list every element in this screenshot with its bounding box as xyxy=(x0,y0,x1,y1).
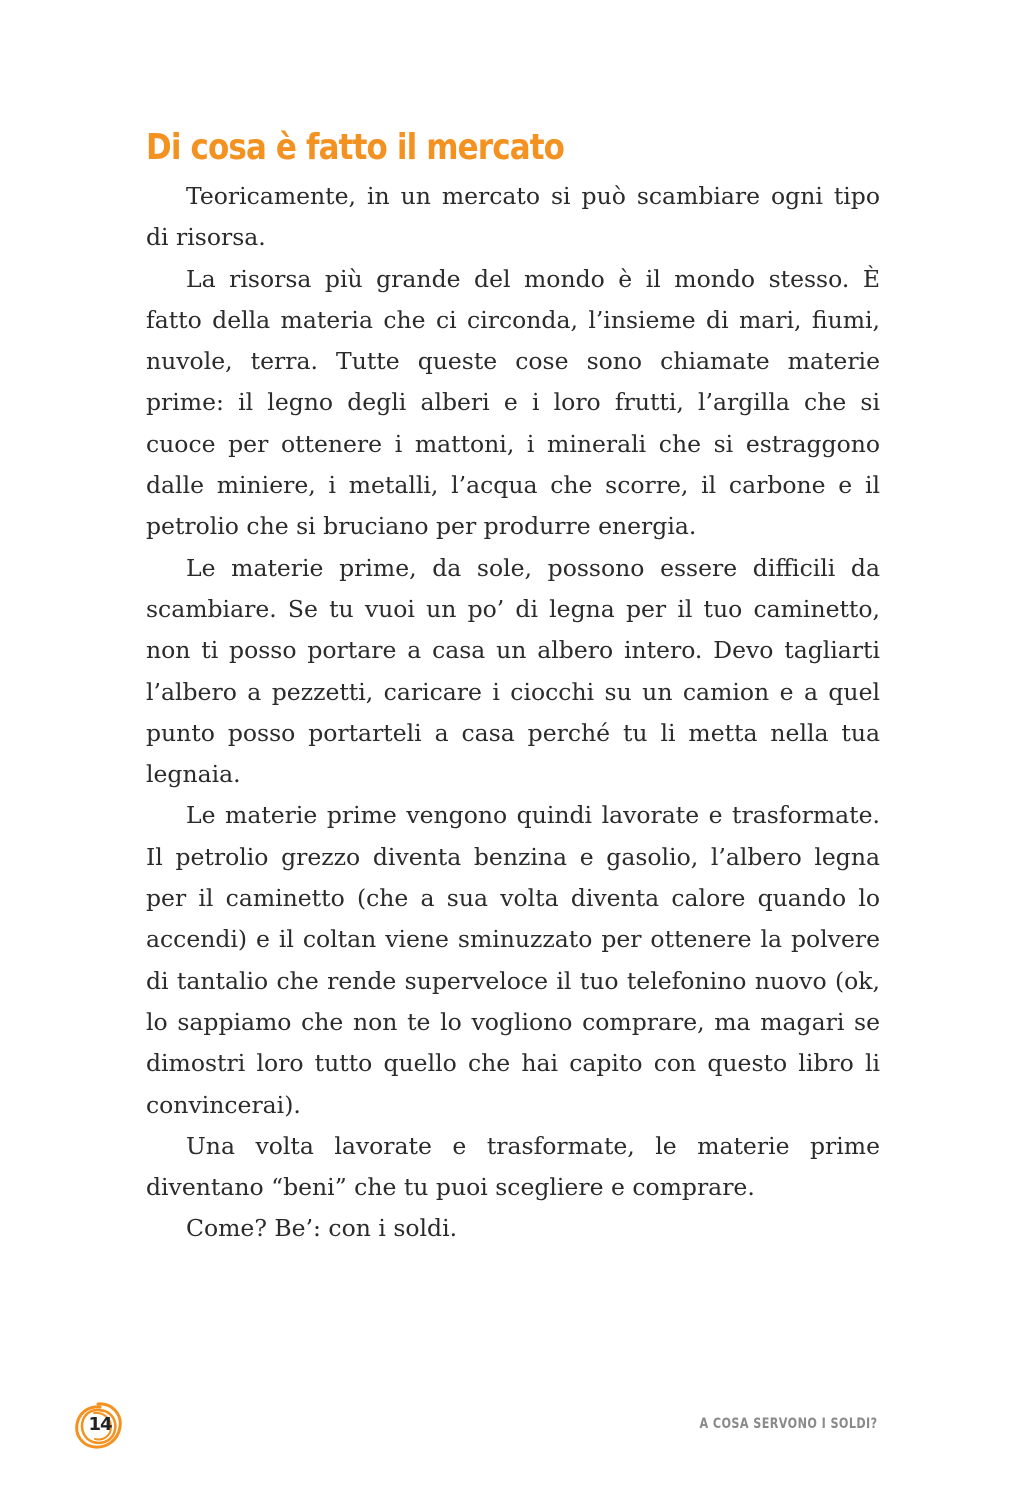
section-heading: Di cosa è fatto il mercato xyxy=(146,127,565,168)
body-text xyxy=(146,176,880,1250)
paragraph: Una volta lavorate e trasformate, le materie prime diventano “beni” che tu puoi scegliere e comprare. xyxy=(146,1131,880,1202)
running-title: A COSA SERVONO I SOLDI? xyxy=(699,1416,878,1432)
paragraph: La risorsa più grande del mondo è il mondo stesso. È fatto della materia che ci circonda, l’insieme di mari, fiumi, nuvole, terra. Tutte queste cose sono chiamate materie prime: il legno degli alberi e i loro frutti, l’argilla che si cuoce per ottenere i mattoni, i minerali che si estraggono dalle miniere, i metalli, l’acqua che scorre, il carbone e il petrolio che si bruciano per produrre energia. xyxy=(146,264,880,541)
paragraph: Teoricamente, in un mercato si può scambiare ogni tipo di risorsa. xyxy=(146,182,880,252)
page-number: 14 xyxy=(88,1414,112,1435)
paragraph: Le materie prime vengono quindi lavorate e trasformate. Il petrolio grezzo diventa benzina e gasolio, l’albero legna per il caminetto (che a sua volta diventa calore quando lo accendi) e il coltan viene sminuzzato per ottenere la polvere di tantalio che rende superveloce il tuo telefonino nuovo (ok, lo sappiamo che non te lo vogliono comprare, ma magari se dimostri loro tutto quello che hai capito con questo libro li convincerai). xyxy=(146,801,880,1119)
page-number-badge xyxy=(70,1398,126,1454)
paragraph: Le materie prime, da sole, possono essere difficili da scambiare. Se tu vuoi un po’ di legna per il tuo caminetto, non ti posso portare a casa un albero intero. Devo tagliarti l’albero a pezzetti, caricare i ciocchi su un camion e a quel punto posso portarteli a casa perché tu li metta nella tua legnaia. xyxy=(146,553,880,789)
paragraph: Come? Be’: con i soldi. xyxy=(186,1214,458,1243)
